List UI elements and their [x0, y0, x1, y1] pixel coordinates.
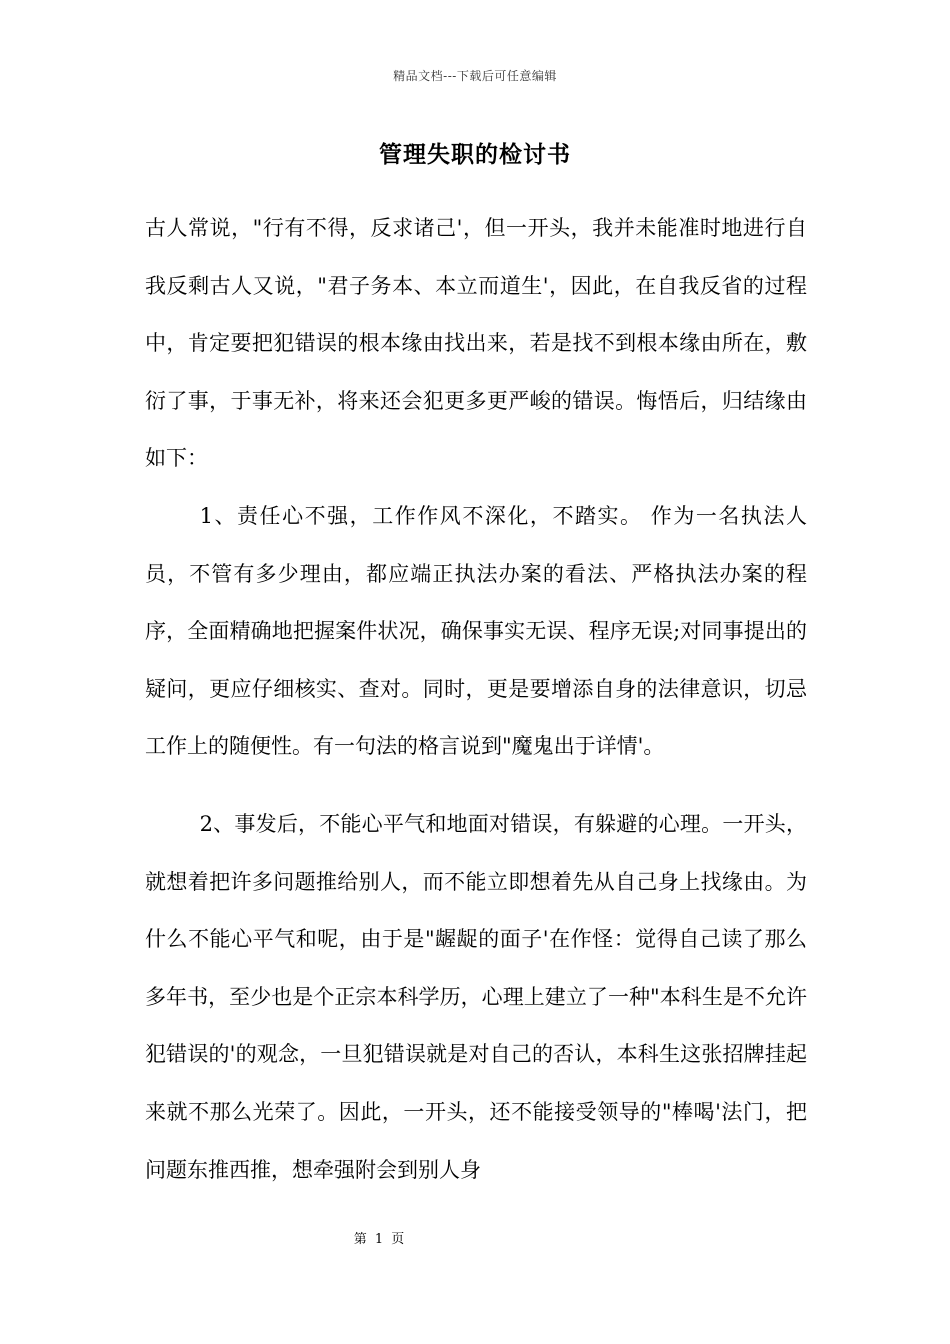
- document-title: 管理失职的检讨书: [379, 141, 571, 168]
- header-note: 精品文档---下载后可任意编辑: [393, 69, 557, 83]
- paragraph-point-2: 2、事发后，不能心平气和地面对错误，有躲避的心理。一开头，就想着把许多问题推给别人，而不能立即想着先从自己身上找缘由。为什么不能心平气和呢，由于是"龌龊的面子'在作怪：觉得自己读了那么多年书，至少也是个正宗本科学历，心理上建立了一种"本科生是不允许犯错误的'的观念，一旦犯错误就是对自己的否认，本科生这张招牌挂起来就不那么光荣了。因此，一开头，还不能接受领导的"棒喝'法门，把问题东推西推，想牵强附会到别人身: [145, 811, 807, 1182]
- paragraph-intro: 古人常说，"行有不得，反求诸己'，但一开头，我并未能准时地进行自我反剩古人又说，"君子务本、本立而道生'，因此，在自我反省的过程中，肯定要把犯错误的根本缘由找出来，若是找不到根本缘由所在，敷衍了事，于事无补，将来还会犯更多更严峻的错误。悔悟后，归结缘由如下：: [145, 216, 807, 471]
- document-body: [145, 200, 807, 1199]
- page-number: 第 1 页: [353, 1232, 407, 1247]
- paragraph-point-1: 1、责任心不强，工作作风不深化，不踏实。 作为一名执法人员，不管有多少理由，都应端正执法办案的看法、严格执法办案的程序，全面精确地把握案件状况，确保事实无误、程序无误;对同事提出的疑问，更应仔细核实、查对。同时，更是要增添自身的法律意识，切忌工作上的随便性。有一句法的格言说到"魔鬼出于详情'。: [145, 503, 807, 759]
